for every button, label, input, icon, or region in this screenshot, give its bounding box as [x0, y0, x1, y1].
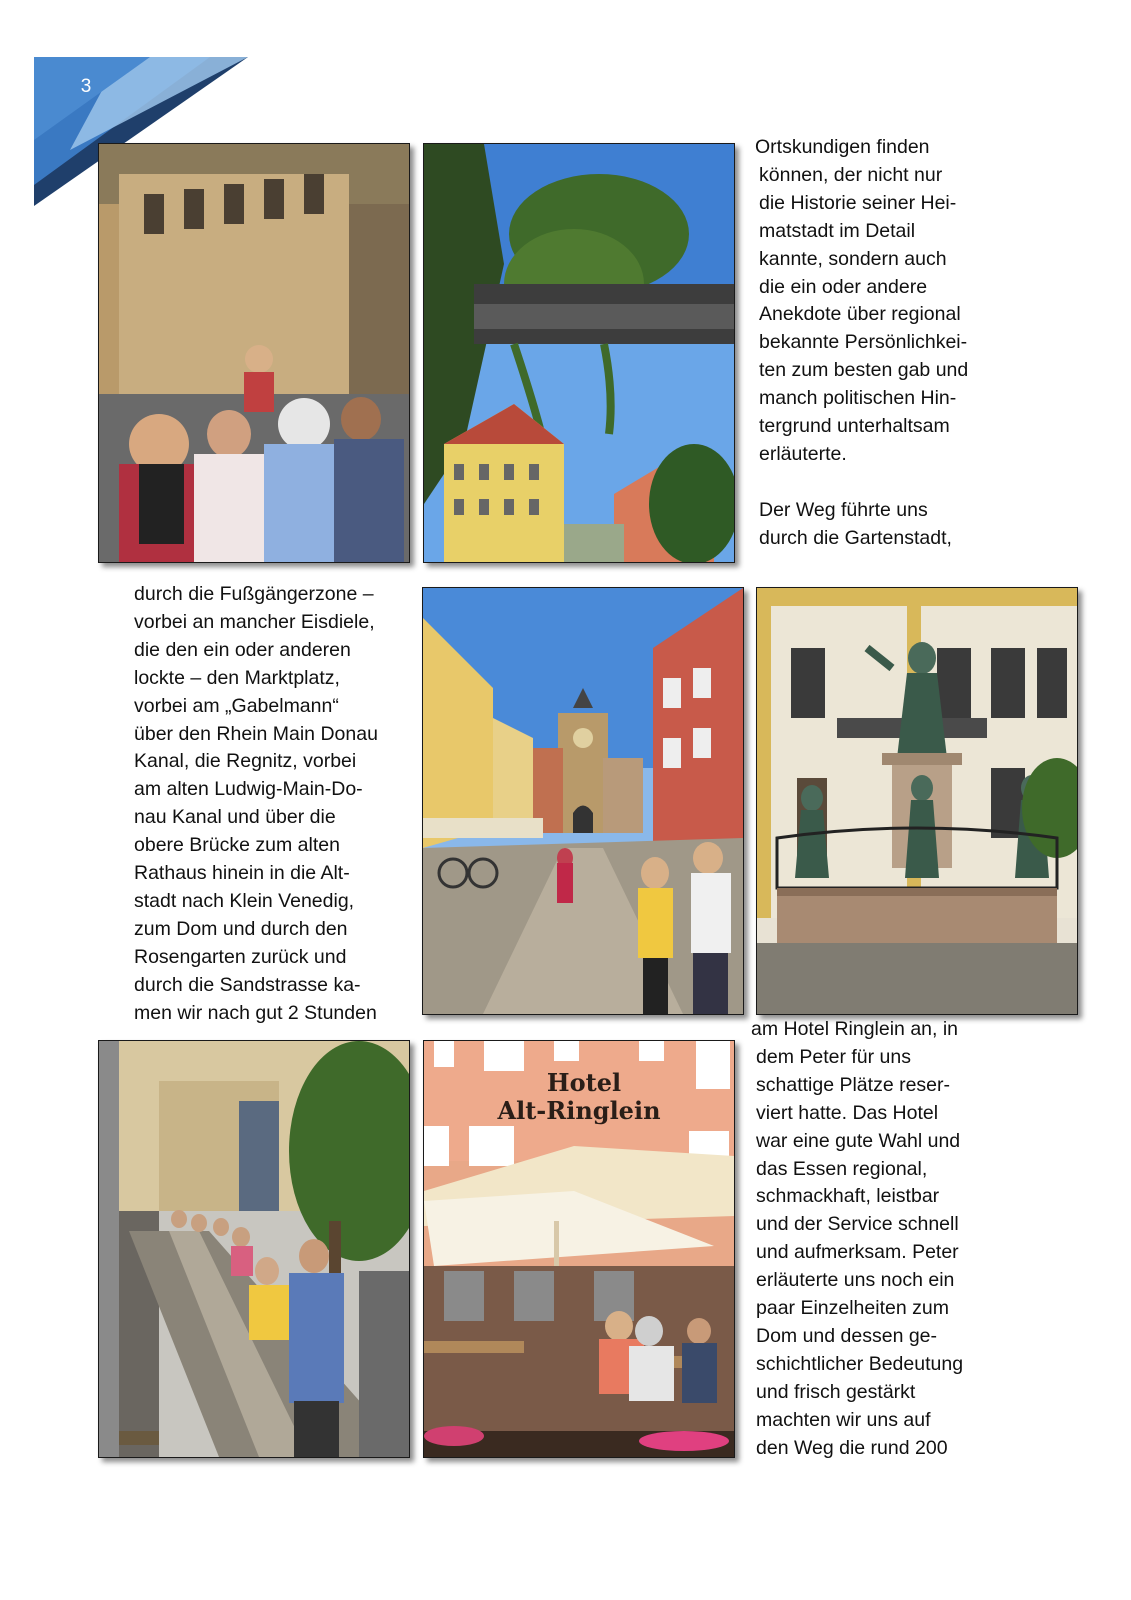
text-line: die ein oder andere — [759, 275, 928, 298]
text-line: und der Service schnell — [756, 1213, 959, 1236]
text-line: ten zum besten gab und — [759, 359, 969, 382]
paragraph-spacer — [755, 469, 1005, 497]
text-line: vorbei am „Gabelmann“ — [134, 694, 339, 717]
text-line: viert hatte. Das Hotel — [756, 1101, 939, 1124]
photo-group-at-wall — [98, 1040, 410, 1458]
paragraph-route-description — [134, 581, 409, 1028]
text-block-middle-left — [134, 581, 409, 1028]
text-line: vorbei an mancher Eisdiele, — [134, 610, 375, 633]
text-line: stadt nach Klein Venedig, — [134, 889, 355, 912]
text-line: tergrund unterhaltsam — [759, 415, 950, 438]
photo-icon — [424, 1041, 734, 1457]
text-line: lockte – den Marktplatz, — [134, 666, 340, 689]
text-line: manch politischen Hin- — [759, 387, 957, 410]
text-line: obere Brücke zum alten — [134, 834, 340, 857]
photo-tour-group-street — [98, 143, 410, 563]
photo-old-town-hall-street — [422, 587, 744, 1015]
text-line: Der Weg führte uns — [759, 498, 928, 521]
text-line: erläuterte. — [759, 442, 847, 465]
hotel-sign-line2: Alt-Ringlein — [497, 1096, 661, 1125]
photo-fountain-statues — [756, 587, 1078, 1015]
text-block-top-right — [755, 134, 1005, 553]
page-number: 3 — [80, 76, 92, 97]
text-line: Dom und dessen ge- — [756, 1324, 938, 1347]
text-line: das Essen regional, — [756, 1157, 928, 1180]
text-line: nau Kanal und über die — [134, 806, 336, 829]
text-line: Rosengarten zurück und — [134, 945, 347, 968]
text-line: schattige Plätze reser- — [756, 1073, 951, 1096]
photo-icon — [424, 144, 734, 562]
photo-icon — [99, 144, 409, 562]
text-line: Ortskundigen finden — [755, 136, 930, 158]
photo-icon — [423, 588, 743, 1014]
text-line: erläuterte uns noch ein — [756, 1269, 955, 1292]
text-line: dem Peter für uns — [756, 1045, 911, 1068]
text-line: am Hotel Ringlein an, in — [751, 1018, 959, 1040]
text-line: Rathaus hinein in die Alt- — [134, 862, 350, 885]
text-line: schmackhaft, leistbar — [756, 1185, 940, 1208]
text-line: war eine gute Wahl und — [756, 1129, 961, 1152]
text-line: durch die Gartenstadt, — [759, 526, 952, 549]
text-line: den Weg die rund 200 — [756, 1436, 948, 1459]
paragraph-hotel-lunch — [751, 1016, 1001, 1463]
text-line: bekannte Persönlichkei- — [759, 331, 968, 354]
photo-ivy-covered-gate — [423, 143, 735, 563]
text-line: können, der nicht nur — [759, 163, 943, 186]
text-line: durch die Fußgängerzone – — [134, 583, 374, 605]
text-line: die Historie seiner Hei- — [759, 191, 957, 214]
paragraph-route-intro — [755, 497, 1005, 553]
text-line: machten wir uns auf — [756, 1408, 931, 1431]
photo-icon — [757, 588, 1077, 1014]
text-line: Anekdote über regional — [759, 303, 961, 326]
text-block-bottom-right — [751, 1016, 1001, 1463]
photo-icon — [99, 1041, 409, 1457]
text-line: men wir nach gut 2 Stunden — [134, 1001, 377, 1024]
hotel-sign-line1: Hotel — [546, 1068, 622, 1097]
text-line: am alten Ludwig-Main-Do- — [134, 778, 363, 801]
text-line: paar Einzelheiten zum — [756, 1297, 949, 1320]
text-line: die den ein oder anderen — [134, 638, 351, 661]
text-line: und aufmerksam. Peter — [756, 1241, 959, 1264]
paragraph-guide-description — [755, 134, 1005, 469]
text-line: und frisch gestärkt — [756, 1380, 916, 1403]
text-line: Kanal, die Regnitz, vorbei — [134, 750, 357, 773]
text-line: matstadt im Detail — [759, 219, 916, 242]
text-line: durch die Sandstrasse ka- — [134, 973, 361, 996]
text-line: kannte, sondern auch — [759, 247, 947, 270]
text-line: schichtlicher Bedeutung — [756, 1352, 964, 1375]
text-line: zum Dom und durch den — [134, 917, 348, 940]
text-line: über den Rhein Main Donau — [134, 722, 378, 745]
photo-hotel-alt-ringlein — [423, 1040, 735, 1458]
